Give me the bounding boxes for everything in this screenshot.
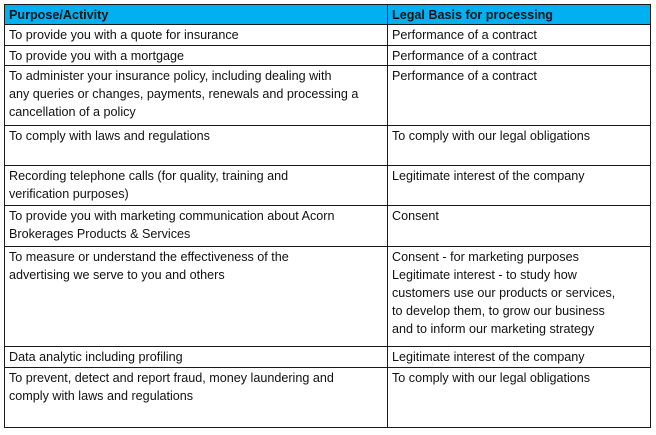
basis-cell [388,347,651,368]
basis-text-line: Performance of a contract [392,49,537,63]
basis-column-header: Legal Basis for processing [388,5,651,25]
purpose-text-line: To administer your insurance policy, including dealing with [9,69,332,83]
legal-basis-table [4,4,651,428]
basis-text-line: Performance of a contract [392,28,537,42]
purpose-text-line: To measure or understand the effectiveness of the [9,250,289,264]
basis-text-line: Consent [392,209,439,223]
table-header-row [5,5,651,25]
basis-text-line: Legitimate interest of the company [392,350,585,364]
purpose-cell [5,368,388,428]
basis-cell [388,368,651,428]
basis-text-line: Legitimate interest - to study how [392,268,577,282]
table-row [5,368,651,428]
purpose-text-line: Recording telephone calls (for quality, training and [9,169,289,183]
basis-cell [388,166,651,206]
table-row [5,247,651,347]
table-row [5,206,651,247]
purpose-text-line: To provide you with marketing communication about Acorn [9,209,335,223]
purpose-text-line: Data analytic including profiling [9,350,183,364]
purpose-text-line: To comply with laws and regulations [9,129,210,143]
purpose-cell [5,66,388,126]
purpose-text-line: To provide you with a quote for insurance [9,28,239,42]
basis-text-line: To comply with our legal obligations [392,371,591,385]
table-row [5,166,651,206]
basis-text-line: Performance of a contract [392,69,537,83]
table-row [5,66,651,126]
purpose-text-line: cancellation of a policy [9,105,136,119]
basis-text-line: Consent - for marketing purposes [392,250,579,264]
basis-cell [388,25,651,46]
basis-text-line: customers use our products or services, [392,286,616,300]
basis-cell [388,66,651,126]
purpose-cell [5,46,388,66]
purpose-column-header: Purpose/Activity [5,5,388,25]
basis-text-line: to develop them, to grow our business [392,304,605,318]
table-row [5,126,651,166]
purpose-text-line: verification purposes) [9,187,129,201]
basis-cell [388,247,651,347]
purpose-cell [5,206,388,247]
basis-text-line: and to inform our marketing strategy [392,322,595,336]
table-row [5,25,651,46]
purpose-text-line: comply with laws and regulations [9,389,194,403]
purpose-text-line: advertising we serve to you and others [9,268,225,282]
basis-text-line: To comply with our legal obligations [392,129,591,143]
purpose-cell [5,166,388,206]
table-row [5,46,651,66]
basis-cell [388,126,651,166]
purpose-cell [5,126,388,166]
table-row [5,347,651,368]
basis-cell [388,46,651,66]
purpose-cell [5,25,388,46]
basis-text-line: Legitimate interest of the company [392,169,585,183]
purpose-cell [5,347,388,368]
purpose-text-line: any queries or changes, payments, renewals and processing a [9,87,359,101]
basis-cell [388,206,651,247]
purpose-cell [5,247,388,347]
purpose-text-line: Brokerages Products & Services [9,227,191,241]
purpose-text-line: To provide you with a mortgage [9,49,185,63]
purpose-text-line: To prevent, detect and report fraud, money laundering and [9,371,334,385]
